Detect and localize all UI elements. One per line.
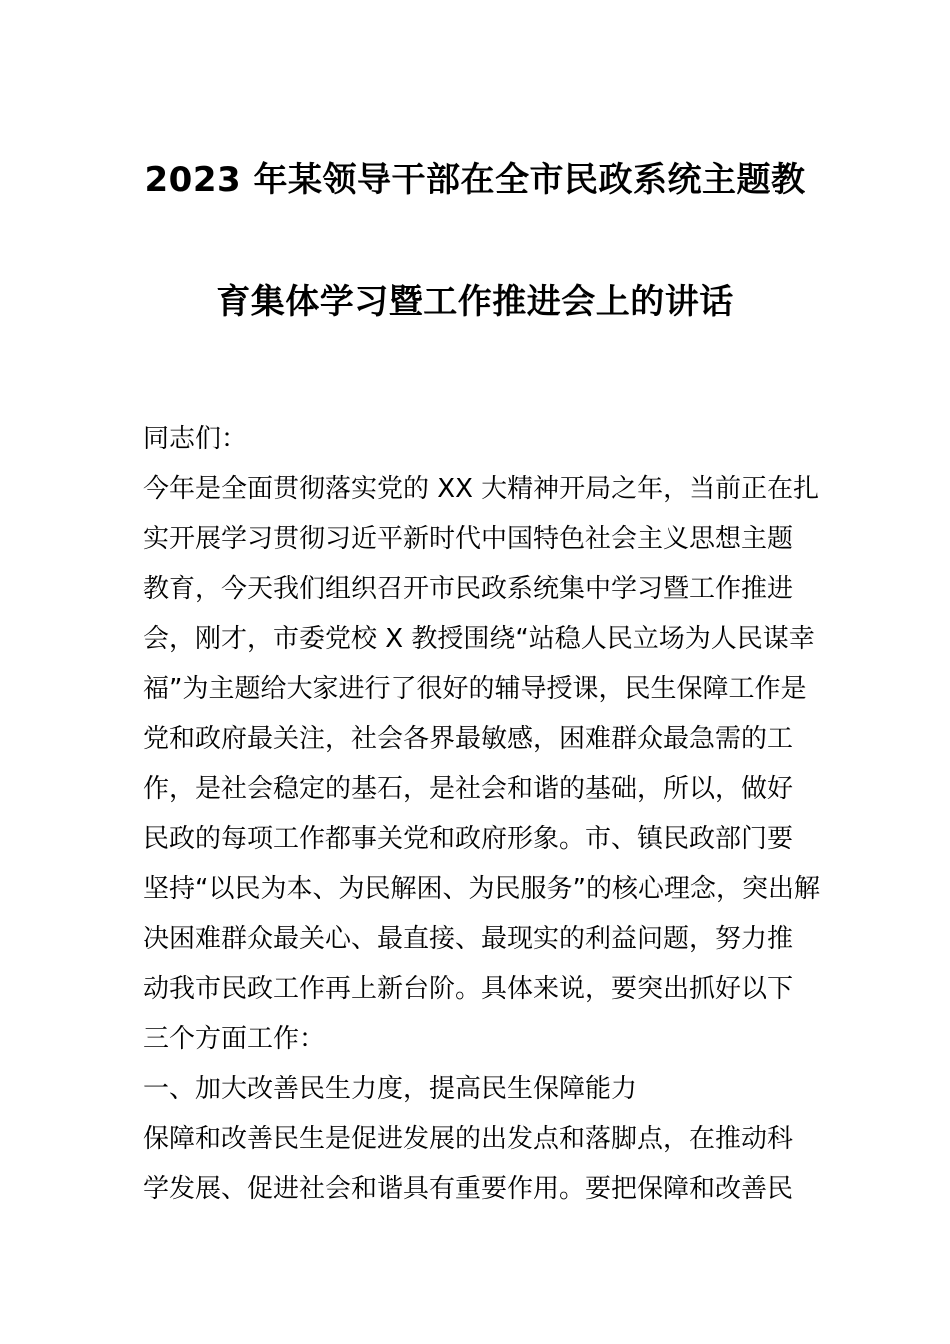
- body-line: 实开展学习贯彻习近平新时代中国特色社会主义思想主题: [143, 524, 794, 554]
- body-line: 今年是全面贯彻落实党的 XX 大精神开局之年，当前正在扎: [143, 474, 820, 504]
- body-line: 保障和改善民生是促进发展的出发点和落脚点，在推动科: [143, 1124, 794, 1154]
- body-line: 党和政府最关注，社会各界最敏感，困难群众最急需的工: [143, 724, 794, 754]
- body-line: 福”为主题给大家进行了很好的辅导授课，民生保障工作是: [143, 674, 807, 704]
- body-line: 教育，今天我们组织召开市民政系统集中学习暨工作推进: [143, 574, 794, 604]
- body-line: 作，是社会稳定的基石，是社会和谐的基础，所以，做好: [143, 774, 794, 804]
- body-line: 民政的每项工作都事关党和政府形象。市、镇民政部门要: [143, 824, 794, 854]
- document-body: [143, 414, 820, 1214]
- body-line: 会，刚才，市委党校 X 教授围绕“站稳人民立场为人民谋幸: [143, 624, 815, 654]
- body-line: 坚持“以民为本、为民解困、为民服务”的核心理念，突出解: [143, 874, 820, 904]
- body-line: 动我市民政工作再上新台阶。具体来说，要突出抓好以下: [143, 974, 794, 1004]
- body-line: 三个方面工作：: [143, 1024, 326, 1054]
- section-heading-1: 一、加大改善民生力度，提高民生保障能力: [143, 1074, 638, 1104]
- document-title-line-1: 2023 年某领导干部在全市民政系统主题教: [144, 160, 806, 200]
- body-line: 学发展、促进社会和谐具有重要作用。要把保障和改善民: [143, 1174, 794, 1204]
- salutation: 同志们：: [143, 424, 248, 454]
- document-title-line-2: 育集体学习暨工作推进会上的讲话: [216, 282, 734, 322]
- body-line: 决困难群众最关心、最直接、最现实的利益问题，努力推: [143, 924, 794, 954]
